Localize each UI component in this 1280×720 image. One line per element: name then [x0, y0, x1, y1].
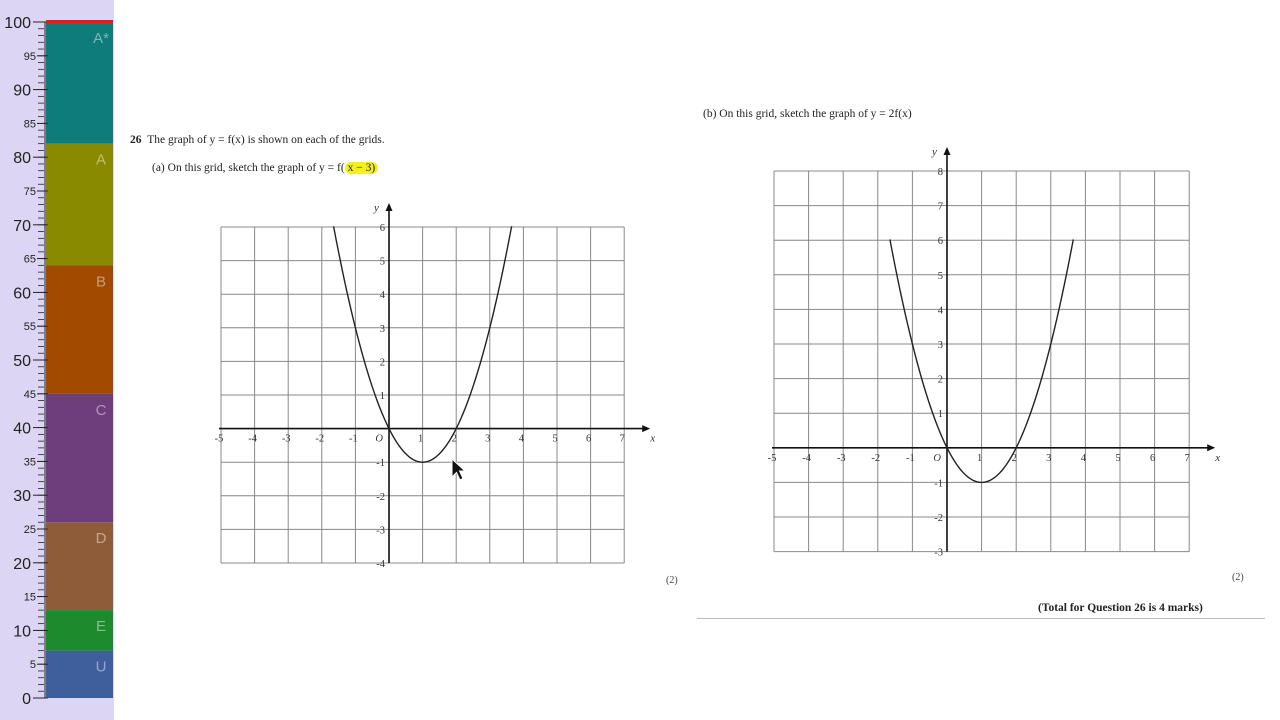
scale-label: 30: [13, 488, 31, 506]
x-tick-label: -5: [767, 452, 777, 464]
part-a-instruction: [152, 162, 378, 174]
mouse-cursor-icon: [451, 458, 467, 482]
y-tick-label: 4: [937, 305, 943, 317]
x-tick-label: -3: [281, 433, 291, 445]
grade-label: E: [95, 618, 107, 636]
grid-b: [757, 137, 1227, 567]
highlighted-text: x − 3): [345, 162, 379, 174]
scale-label: 5: [29, 659, 36, 672]
part-b-instruction: (b) On this grid, sketch the graph of y = 2f(x): [703, 108, 912, 120]
scale-label: 10: [13, 623, 31, 641]
x-tick-label: 1: [417, 433, 424, 445]
y-tick-label: 2: [937, 374, 943, 386]
x-tick-label: -2: [315, 433, 325, 445]
grade-label: C: [95, 401, 107, 419]
x-tick-label: 3: [1046, 452, 1052, 464]
origin-label: O: [933, 452, 941, 464]
y-tick-label: 2: [379, 357, 385, 369]
scale-label: 100: [4, 15, 31, 32]
x-tick-label: 7: [619, 433, 625, 445]
part-b-marks: (2): [1232, 572, 1244, 583]
scale-label: 85: [23, 118, 36, 131]
y-tick-label: 6: [937, 236, 943, 248]
scale-label: 95: [23, 50, 36, 63]
scale-label: 55: [23, 321, 36, 334]
x-axis-label: x: [650, 432, 656, 445]
grade-label: A: [95, 151, 107, 169]
x-tick-label: 7: [1184, 452, 1190, 464]
x-tick-label: -4: [802, 452, 811, 464]
grade-bar: [0, 0, 114, 720]
x-tick-label: 5: [1115, 452, 1121, 464]
scale-label: 60: [13, 285, 31, 303]
x-tick-label: 2: [1011, 452, 1017, 464]
x-tick-label: 4: [518, 433, 525, 445]
grade-scale: [0, 0, 114, 720]
scale-label: 45: [23, 388, 36, 401]
x-tick-label: -2: [871, 452, 881, 464]
scale-label: 75: [23, 186, 36, 198]
y-tick-label: -1: [934, 478, 943, 490]
x-tick-label: -5: [214, 433, 224, 445]
part-a-prefix: (a) On this grid, sketch the graph of y = f(: [152, 162, 345, 174]
grid-a: [205, 193, 665, 573]
divider-line: [697, 618, 1265, 619]
scale-label: 15: [23, 591, 36, 604]
y-tick-label: 6: [379, 223, 385, 234]
scale-label: 20: [13, 555, 31, 573]
question-stem-text: The graph of y = f(x) is shown on each of the grids.: [147, 134, 385, 146]
y-tick-label: -4: [376, 559, 385, 570]
grade-label: B: [95, 273, 107, 291]
scale-label: 40: [13, 420, 31, 438]
y-axis-arrow: [386, 203, 393, 211]
x-tick-label: 4: [1080, 452, 1087, 464]
x-tick-label: 3: [485, 433, 491, 445]
scale-label: 25: [23, 524, 36, 536]
x-tick-label: 2: [451, 433, 457, 445]
y-tick-label: -3: [376, 525, 385, 537]
x-tick-label: 5: [552, 433, 558, 445]
scale-label: 90: [13, 82, 31, 100]
y-tick-label: 1: [937, 409, 943, 421]
grade-label: A*: [93, 30, 109, 47]
current-score-marker: [46, 20, 113, 23]
y-tick-label: 4: [379, 290, 385, 302]
question-stem: [130, 134, 385, 146]
scale-label: 65: [23, 253, 36, 266]
x-axis-arrow: [1207, 444, 1215, 451]
y-tick-label: 8: [937, 167, 943, 178]
y-tick-label: -1: [376, 458, 385, 470]
y-tick-label: 7: [937, 201, 943, 213]
scale-label: 70: [13, 217, 31, 235]
y-tick-label: 5: [379, 256, 385, 268]
x-tick-label: -3: [836, 452, 846, 464]
y-tick-label: -3: [934, 547, 943, 559]
scale-label: 80: [13, 150, 31, 168]
y-tick-label: 3: [379, 323, 385, 335]
origin-label: O: [375, 433, 383, 445]
x-tick-label: 6: [585, 433, 592, 445]
scale-label: 35: [23, 456, 36, 469]
y-axis-label: y: [932, 146, 937, 158]
scale-label: 0: [22, 691, 31, 708]
y-tick-label: -2: [376, 491, 385, 503]
total-marks: (Total for Question 26 is 4 marks): [1038, 602, 1203, 614]
y-tick-label: 3: [937, 340, 943, 351]
x-tick-label: 6: [1149, 452, 1156, 464]
x-tick-label: -4: [248, 433, 257, 445]
y-axis-arrow: [944, 147, 951, 155]
x-axis-label: x: [1215, 451, 1221, 464]
y-tick-label: 1: [379, 391, 385, 402]
x-tick-label: -1: [906, 452, 915, 464]
grade-label: U: [95, 658, 107, 676]
x-tick-label: 1: [976, 452, 983, 464]
y-tick-label: -2: [934, 513, 943, 524]
question-number: 26: [130, 134, 142, 146]
grade-label: D: [95, 530, 107, 548]
y-axis-label: y: [374, 202, 379, 214]
part-a-marks: (2): [666, 575, 678, 586]
x-tick-label: -1: [349, 433, 358, 445]
scale-label: 50: [13, 353, 31, 370]
y-tick-label: 5: [937, 270, 943, 282]
x-axis-arrow: [642, 425, 650, 432]
